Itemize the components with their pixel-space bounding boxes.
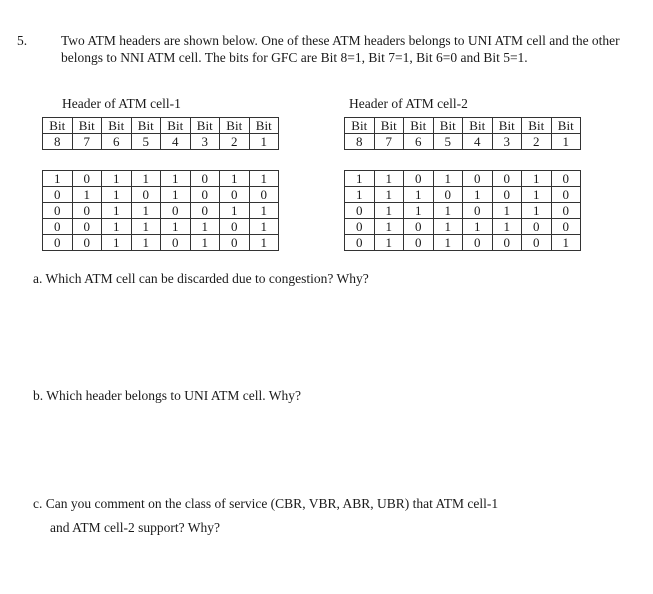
bit-cell: 0 (43, 219, 73, 235)
header-cell: 4 (161, 134, 191, 150)
bit-cell: 1 (551, 235, 581, 251)
header-cell: 5 (131, 134, 161, 150)
bit-cell: 0 (161, 203, 191, 219)
bit-cell: 0 (345, 219, 375, 235)
cell1-header-top-row (43, 118, 279, 134)
bit-cell: 1 (433, 235, 463, 251)
cell1-bit-data-table (42, 170, 279, 251)
bit-cell: 1 (374, 219, 404, 235)
header-cell: 6 (102, 134, 132, 150)
bit-cell: 1 (249, 203, 279, 219)
bit-cell: 1 (220, 171, 250, 187)
bit-cell: 0 (433, 187, 463, 203)
header-cell: Bit (161, 118, 191, 134)
bit-cell: 1 (131, 219, 161, 235)
bit-cell: 0 (551, 219, 581, 235)
bit-cell: 0 (43, 187, 73, 203)
bit-cell: 0 (522, 235, 552, 251)
cell1-caption: Header of ATM cell-1 (62, 96, 181, 111)
bit-cell: 1 (345, 187, 375, 203)
header-cell: 8 (345, 134, 375, 150)
table-row (43, 235, 279, 251)
bit-cell: 0 (190, 171, 220, 187)
bit-cell: 1 (522, 187, 552, 203)
bit-cell: 0 (43, 203, 73, 219)
bit-cell: 1 (433, 219, 463, 235)
bit-cell: 1 (463, 187, 493, 203)
header-cell: 2 (220, 134, 250, 150)
bit-cell: 1 (131, 203, 161, 219)
cell2-header-top-row (345, 118, 581, 134)
table-row (43, 203, 279, 219)
table-row (345, 187, 581, 203)
bit-cell: 0 (492, 187, 522, 203)
bit-cell: 1 (249, 171, 279, 187)
header-cell: Bit (249, 118, 279, 134)
bit-cell: 0 (72, 171, 102, 187)
header-cell: 2 (522, 134, 552, 150)
question-c-line1: c. Can you comment on the class of service (CBR, VBR, ABR, UBR) that ATM cell-1 (33, 496, 499, 511)
bit-cell: 1 (161, 219, 191, 235)
bit-cell: 0 (345, 235, 375, 251)
header-cell: Bit (463, 118, 493, 134)
bit-cell: 0 (190, 203, 220, 219)
cell2-bit-header-table (344, 117, 581, 150)
header-cell: Bit (551, 118, 581, 134)
bit-cell: 1 (374, 235, 404, 251)
bit-cell: 1 (72, 187, 102, 203)
bit-cell: 1 (404, 187, 434, 203)
table-row (345, 171, 581, 187)
bit-cell: 1 (102, 203, 132, 219)
bit-cell: 0 (72, 219, 102, 235)
bit-cell: 1 (522, 171, 552, 187)
question-a: a. Which ATM cell can be discarded due to congestion? Why? (33, 271, 369, 286)
header-cell: Bit (43, 118, 73, 134)
bit-cell: 1 (102, 171, 132, 187)
bit-cell: 1 (404, 203, 434, 219)
bit-cell: 0 (522, 219, 552, 235)
header-cell: 7 (374, 134, 404, 150)
header-cell: Bit (374, 118, 404, 134)
bit-cell: 1 (102, 219, 132, 235)
header-cell: 4 (463, 134, 493, 150)
bit-cell: 0 (161, 235, 191, 251)
bit-cell: 1 (463, 219, 493, 235)
header-cell: 3 (190, 134, 220, 150)
bit-cell: 1 (190, 235, 220, 251)
header-cell: Bit (72, 118, 102, 134)
bit-cell: 0 (404, 219, 434, 235)
bit-cell: 0 (551, 171, 581, 187)
header-cell: Bit (492, 118, 522, 134)
header-cell: Bit (190, 118, 220, 134)
header-cell: Bit (102, 118, 132, 134)
bit-cell: 1 (102, 187, 132, 203)
bit-cell: 1 (492, 219, 522, 235)
bit-cell: 1 (345, 171, 375, 187)
bit-cell: 0 (190, 187, 220, 203)
bit-cell: 1 (102, 235, 132, 251)
table-row (43, 219, 279, 235)
header-cell: Bit (433, 118, 463, 134)
bit-cell: 0 (220, 219, 250, 235)
bit-cell: 1 (220, 203, 250, 219)
bit-cell: 0 (463, 171, 493, 187)
cell2-caption: Header of ATM cell-2 (349, 96, 468, 111)
header-cell: 8 (43, 134, 73, 150)
bit-cell: 0 (404, 171, 434, 187)
cell2-bit-data-table (344, 170, 581, 251)
bit-cell: 0 (404, 235, 434, 251)
bit-cell: 0 (220, 235, 250, 251)
bit-cell: 1 (249, 235, 279, 251)
cell2-header-bottom-row (345, 134, 581, 150)
header-cell: 7 (72, 134, 102, 150)
bit-cell: 1 (433, 171, 463, 187)
header-cell: 1 (551, 134, 581, 150)
header-cell: 5 (433, 134, 463, 150)
bit-cell: 1 (161, 187, 191, 203)
bit-cell: 1 (131, 171, 161, 187)
bit-cell: 0 (551, 187, 581, 203)
bit-cell: 1 (492, 203, 522, 219)
bit-cell: 0 (345, 203, 375, 219)
bit-cell: 0 (463, 203, 493, 219)
header-cell: Bit (131, 118, 161, 134)
bit-cell: 1 (161, 171, 191, 187)
bit-cell: 0 (492, 235, 522, 251)
cell1-bit-header-table (42, 117, 279, 150)
table-row (345, 203, 581, 219)
bit-cell: 1 (522, 203, 552, 219)
header-cell: Bit (345, 118, 375, 134)
table-row (345, 219, 581, 235)
header-cell: 1 (249, 134, 279, 150)
bit-cell: 1 (433, 203, 463, 219)
header-cell: Bit (404, 118, 434, 134)
header-cell: 6 (404, 134, 434, 150)
header-cell: Bit (522, 118, 552, 134)
bit-cell: 1 (249, 219, 279, 235)
header-cell: 3 (492, 134, 522, 150)
question-b: b. Which header belongs to UNI ATM cell. Why? (33, 388, 301, 403)
header-cell: Bit (220, 118, 250, 134)
table-row (345, 235, 581, 251)
bit-cell: 1 (190, 219, 220, 235)
bit-cell: 0 (220, 187, 250, 203)
bit-cell: 1 (374, 203, 404, 219)
bit-cell: 0 (72, 203, 102, 219)
table-row (43, 171, 279, 187)
bit-cell: 0 (43, 235, 73, 251)
table-row (43, 187, 279, 203)
bit-cell: 0 (551, 203, 581, 219)
question-intro: Two ATM headers are shown below. One of these ATM headers belongs to UNI ATM cell and the other belongs to NNI ATM cell. The bits for GFC are Bit 8=1, Bit 7=1, Bit 6=0 and Bit 5=1. (61, 33, 620, 65)
bit-cell: 1 (131, 235, 161, 251)
bit-cell: 1 (374, 171, 404, 187)
question-c-line2: and ATM cell-2 support? Why? (50, 520, 220, 535)
bit-cell: 1 (43, 171, 73, 187)
cell1-header-bottom-row (43, 134, 279, 150)
question-number: 5. (17, 33, 28, 48)
bit-cell: 1 (374, 187, 404, 203)
bit-cell: 0 (72, 235, 102, 251)
bit-cell: 0 (249, 187, 279, 203)
bit-cell: 0 (131, 187, 161, 203)
bit-cell: 0 (492, 171, 522, 187)
bit-cell: 0 (463, 235, 493, 251)
